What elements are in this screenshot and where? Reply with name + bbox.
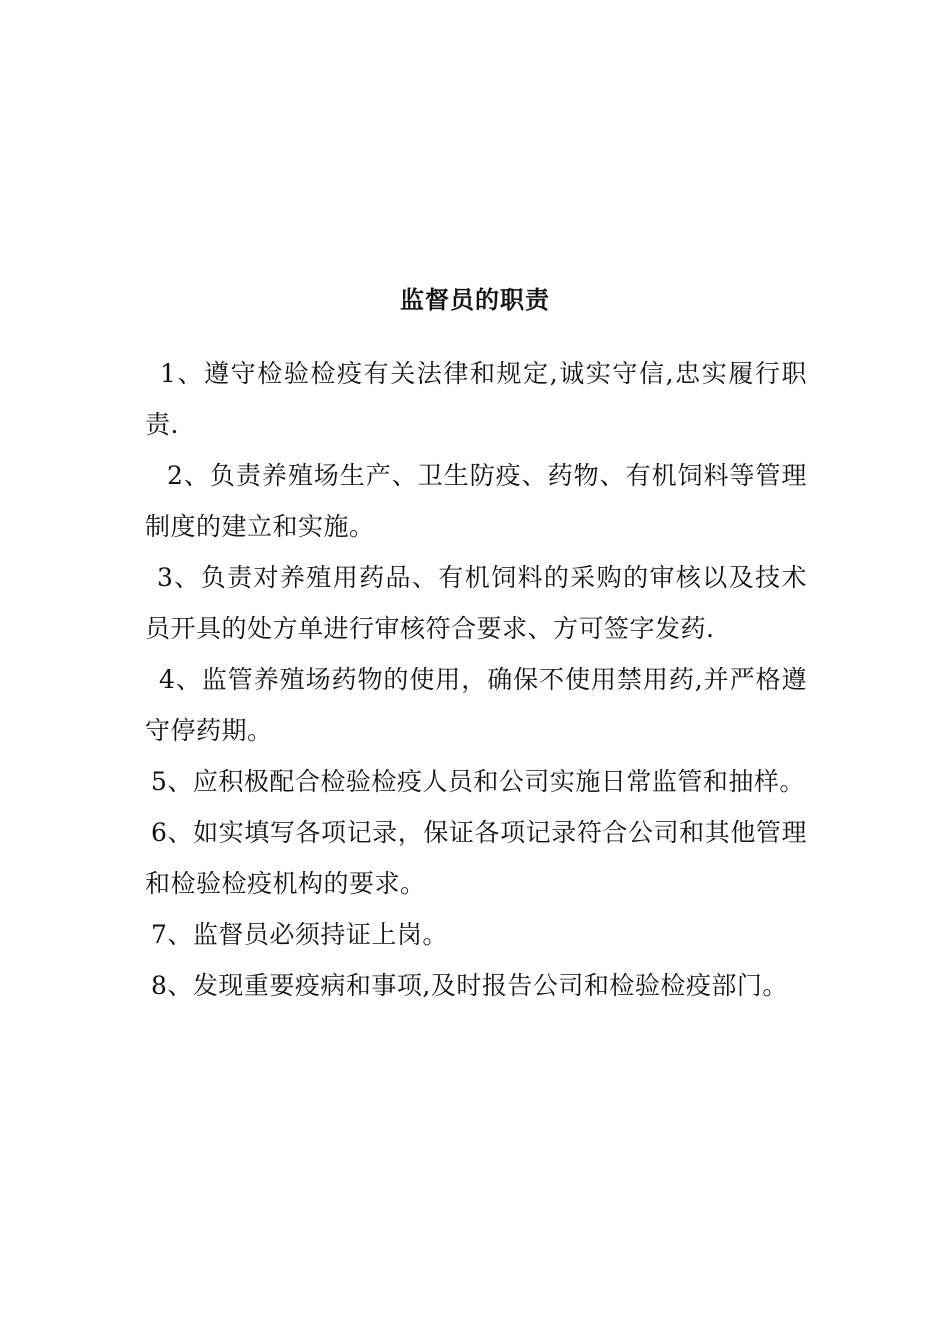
duty-item-6: 6、如实填写各项记录，保证各项记录符合公司和其他管理和检验检疫机构的要求。: [145, 818, 807, 898]
duty-item-2: 2、负责养殖场生产、卫生防疫、药物、有机饲料等管理制度的建立和实施。: [145, 461, 807, 541]
duty-item-1: 1、遵守检验检疫有关法律和规定,诚实守信,忠实履行职责.: [145, 359, 807, 439]
duty-item-3: 3、负责对养殖用药品、有机饲料的采购的审核以及技术员开具的处方单进行审核符合要求、方可签字发药.: [145, 563, 807, 643]
duty-list: [145, 348, 807, 1011]
document-title: 监督员的职责: [400, 285, 550, 314]
duty-item-5: 5、应积极配合检验检疫人员和公司实施日常监管和抽样。: [151, 767, 805, 796]
duty-item-7: 7、监督员必须持证上岗。: [151, 920, 448, 949]
duty-item-8: 8、发现重要疫病和事项,及时报告公司和检验检疫部门。: [151, 971, 788, 1000]
duty-item-4: 4、监管养殖场药物的使用，确保不使用禁用药,并严格遵守停药期。: [145, 665, 807, 745]
